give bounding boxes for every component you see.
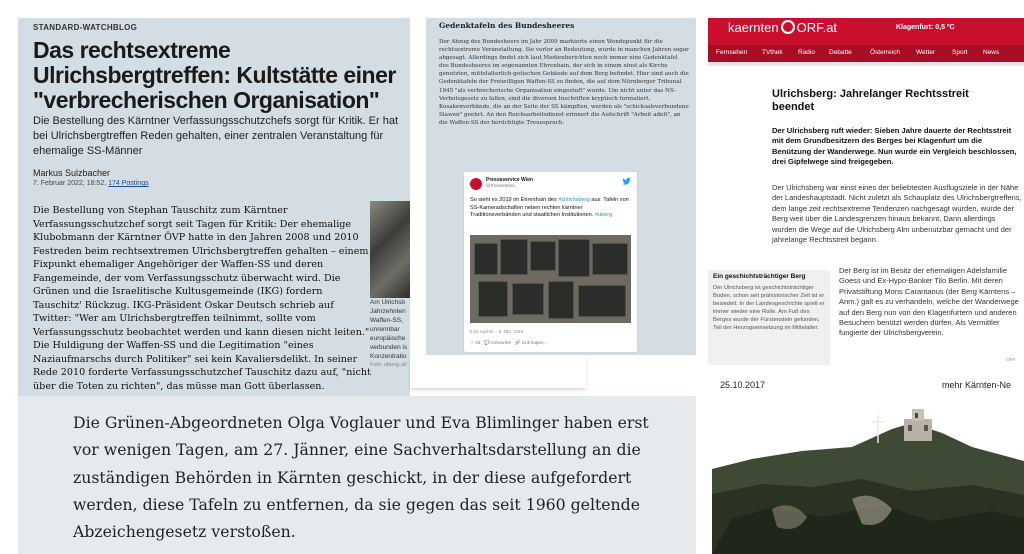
quote-panel: [18, 396, 696, 554]
orf-article-panel: [708, 18, 1024, 373]
article-body: Die Bestellung von Stephan Tauschitz zum Kärntner Verfassungsschutzchef sorgt seit Tagen für Kritik: Der ehemalige Klubobmann der Kärntner ÖVP hatte in den Jahren 2008 und 2010 Festreden beim rechtsextremen Ulrichsbergtreffen gehalten – einem Fixpunkt ehemaliger Angehöriger der Waffen-SS und deren Fangemeinde, der vom Verfassungsschutz überwacht wird. Die Grünen und die Israelitische Kultusgemeinde (IKG) fordern Tauschitz' Rückzug. IKG-Präsident Oskar Deutsch schrieb auf Twitter: "Wer am Ulrichsbergtreffen teilnimmt, sollte vom Verfassungsschutz beobachtet werden und kann diesen nicht leiten." Die Huldigung der Waffen-SS und die Legitimation "eines Naziaufmarschs durch Politiker" sei kein Kavaliersdelikt. In seiner Rede 2010 forderte Verfassungsschutzchef Tauschitz dazu auf, "nicht über die Toten zu richten", das müsse man Gott überlassen.: [33, 205, 371, 392]
link-icon[interactable]: 🔗: [514, 340, 521, 345]
nav-wetter[interactable]: Wetter: [916, 49, 936, 56]
info-box-text: Der Ulrichsberg ist geschichtsträchtiger Boden, schon seit prähistorischer Zeit ist er besiedelt. In der Landesgeschichte spielt er immer wieder eine Rolle. Am Fuß des Berges wurde der Fürstenstein gefunden, Teil der Herzogseinsetzung im Mittelalter.: [713, 285, 825, 332]
tweet-text: [470, 197, 632, 220]
tweet-actions: [470, 340, 547, 346]
twitter-bird-icon[interactable]: [622, 177, 631, 186]
brand-left[interactable]: kaernten: [728, 20, 779, 35]
tweet-timestamp[interactable]: 5:24 nachm. · 6. Okt. 2019: [470, 329, 524, 334]
weather-temperature[interactable]: Klagenfurt: 0,5 ºC: [896, 24, 955, 31]
ulrichsberg-photo[interactable]: [712, 399, 1024, 554]
tweet-handle[interactable]: @PresseWien: [486, 183, 515, 188]
nav-sport[interactable]: Sport: [952, 49, 968, 56]
embedded-tweet[interactable]: [463, 171, 638, 353]
author-name[interactable]: Markus Sulzbacher: [33, 168, 111, 178]
tweet-photo[interactable]: [470, 235, 631, 323]
nav-news[interactable]: News: [983, 49, 1000, 56]
nav-tvthek[interactable]: TVthek: [762, 49, 783, 56]
standard-article-panel: [18, 18, 410, 396]
article-lead: Die Bestellung des Kärntner Verfassungsschutzchefs sorgt für Kritik. Er hat bei Ulrichsbergtreffen Reden gehalten, einer zentralen Veranstaltung für ehemalige SS-Männer: [33, 115, 399, 157]
info-box-title: Ein geschichtsträchtiger Berg: [713, 273, 806, 280]
orf-header: [708, 18, 1024, 45]
hashtag-link[interactable]: #uberg: [594, 212, 613, 219]
article-author[interactable]: [33, 168, 110, 178]
section-title: Gedenktafeln des Bundesheeres: [439, 21, 575, 30]
tweet-text-part: aus: Tafeln von SS-Kameradschaften neben rechten kärntner Traditionsverbänden und staatlichen Institutionen.: [470, 197, 629, 219]
orf-eye-icon: [781, 20, 795, 34]
divider: [708, 62, 1024, 66]
nav-oesterreich[interactable]: Österreich: [870, 49, 900, 56]
mountain-illustration: [712, 399, 1024, 554]
orf-intro: Der Ulrichsberg ruft wieder: Sieben Jahre dauerte der Rechtsstreit mit dem Grundbesitzern des Berges bei Klagenfurt um die Benützung der Wanderwege. Nun wurde ein Vergleich beschlossen, drei Gipfelwege sind freigegeben.: [772, 126, 1017, 167]
section-text: Der Abzug des Bundesheers im Jahr 2009 markierte einen Wendepunkt für die rechtsextreme Veranstaltung. Sie verlor an Bedeutung, wurde in manchen Jahren sogar abgesagt. Allerdings findet sich laut Medienberichten noch immer eine Gedenktafel des Bundesheeres im sogenannten Ehrenhain, der sich in einem einst als Kirche genutzten, mittelalterlich-gotischen Gebäude auf dem Berg befindet. Hier sind auch die Gedenktafeln der Freiwilligen Waffen-SS zu finden, die auf dem Nürnberger Tribunal 1945 "als verbrecherische Organisation eingestuft" wurde. Um nicht unter das NS-Verbotsgesetz zu fallen, sind die diversen Inschriften kryptisch formuliert. Kosakenverbände, die an der Seite der SS kämpften, werden als "schicksalsverbundene Slawen" geehrt. An den Reichsarbeitsdienst erinnert die Aufschrift "Arbeit adelt", an die Waffen-SS der berüchtigte Treuespruch.: [439, 39, 689, 126]
caption-line: Jahrzehnten: [370, 308, 406, 315]
reply-button[interactable]: Antworten: [490, 340, 511, 345]
article-kicker: STANDARD-WATCHBLOG: [33, 23, 138, 32]
plaque: [474, 243, 498, 275]
brand-right[interactable]: ORF.at: [796, 20, 838, 35]
orf-paragraph-2: Der Berg ist im Besitz der ehemaligen Adelsfamilie Goess und Ex-Hypo-Banker Tilo Berlin. Mit deren Privatstiftung Mons Carantanus (der Berg Kärntens – Anm.) galt es zu verhandeln, welche der Wanderwege auf den Berg nun von den Klagenfurtern und anderen Besuchern benützt werden dürfen. Als Vermittler fungierte der Ulrichsbergverein.: [839, 266, 1019, 338]
orf-photo-panel: [712, 375, 1024, 554]
plaque: [500, 239, 528, 275]
quote-text: Die Grünen-Abgeordneten Olga Voglauer und Eva Blimlinger haben erst vor wenigen Tagen, am 27. Jänner, eine Sachverhaltsdarstellung an die zuständigen Behörden in Kärnten geschickt, in der diese aufgefordert werden, diese Tafeln zu entfernen, da sie gegen das seit 1960 geltende Abzeichengesetz verstoßen.: [73, 413, 649, 542]
nav-fernsehen[interactable]: Fernsehen: [716, 49, 748, 56]
caption-line: verbunden is: [370, 344, 408, 351]
tweet-avatar[interactable]: [470, 178, 482, 190]
tweet-text-part: So sieht es 2019 im Ehrenhain des: [470, 197, 559, 203]
caption-line: Konzentratio: [370, 353, 407, 360]
info-box: [708, 270, 830, 365]
orf-date: 25.10.2017: [720, 380, 766, 390]
caption-line: europäische: [370, 335, 406, 342]
plaque: [578, 285, 626, 317]
caption-line: Am Ulrichsb: [370, 299, 406, 306]
reply-icon[interactable]: 💬: [484, 340, 490, 345]
more-kaernten-link[interactable]: mehr Kärnten-Ne: [942, 380, 1012, 390]
gedenktafeln-panel: [426, 18, 696, 355]
article-headline: Das rechtsextreme Ulrichsbergtreffen: Kultstätte einer "verbrecherischen Organisation": [33, 37, 396, 113]
caption-line: Waffen-SS,: [370, 317, 403, 324]
hashtag-link[interactable]: #Ulrichsberg: [558, 197, 590, 203]
panel-shadow: [410, 355, 586, 388]
caption-line: unrennbar: [370, 326, 400, 333]
postings-link[interactable]: 174 Postings: [108, 180, 149, 187]
orf-signature: ORF: [1006, 357, 1016, 362]
tweet-user-name[interactable]: Presseservice Wien: [486, 177, 533, 183]
date-text: 7. Februar 2022, 18:52,: [33, 180, 107, 187]
plaque: [558, 239, 590, 277]
copy-link-button[interactable]: Link kopier...: [521, 340, 547, 345]
plaque: [592, 243, 628, 275]
article-side-image[interactable]: [370, 201, 410, 298]
like-count: 26: [475, 340, 481, 345]
heart-icon[interactable]: ♡: [470, 340, 475, 345]
nav-radio[interactable]: Radio: [798, 49, 815, 56]
orf-headline: Ulrichsberg: Jahrelanger Rechtsstreit beendet: [772, 88, 969, 113]
photo-credit: Foto: ulberg.at/: [370, 362, 407, 368]
orf-nav: [708, 45, 1024, 62]
plaque: [478, 281, 508, 317]
plaque: [548, 281, 574, 319]
nav-debatte[interactable]: Debatte: [829, 49, 852, 56]
orf-logo[interactable]: [728, 20, 837, 35]
article-side-caption: [370, 298, 410, 370]
article-date: [33, 180, 149, 187]
plaque: [530, 241, 556, 271]
plaque: [512, 283, 544, 315]
orf-paragraph: Der Ulrichsberg war einst eines der beliebtesten Ausflugsziele in der Nähe der Landeshauptstadt. Nicht zuletzt als Schauplatz des Ulrichsbergtreffens, dem lange zeit rechtsextreme Tendenzen nachgesagt wurden, wurde der Berg weit über die Landesgrenzen hinaus bekannt. Dann allerdings wurden die Wege auf die Ulrichsberg Alm unbenutzbar gemacht und der jahrelange Rechtsstreit begann.: [772, 183, 1022, 245]
